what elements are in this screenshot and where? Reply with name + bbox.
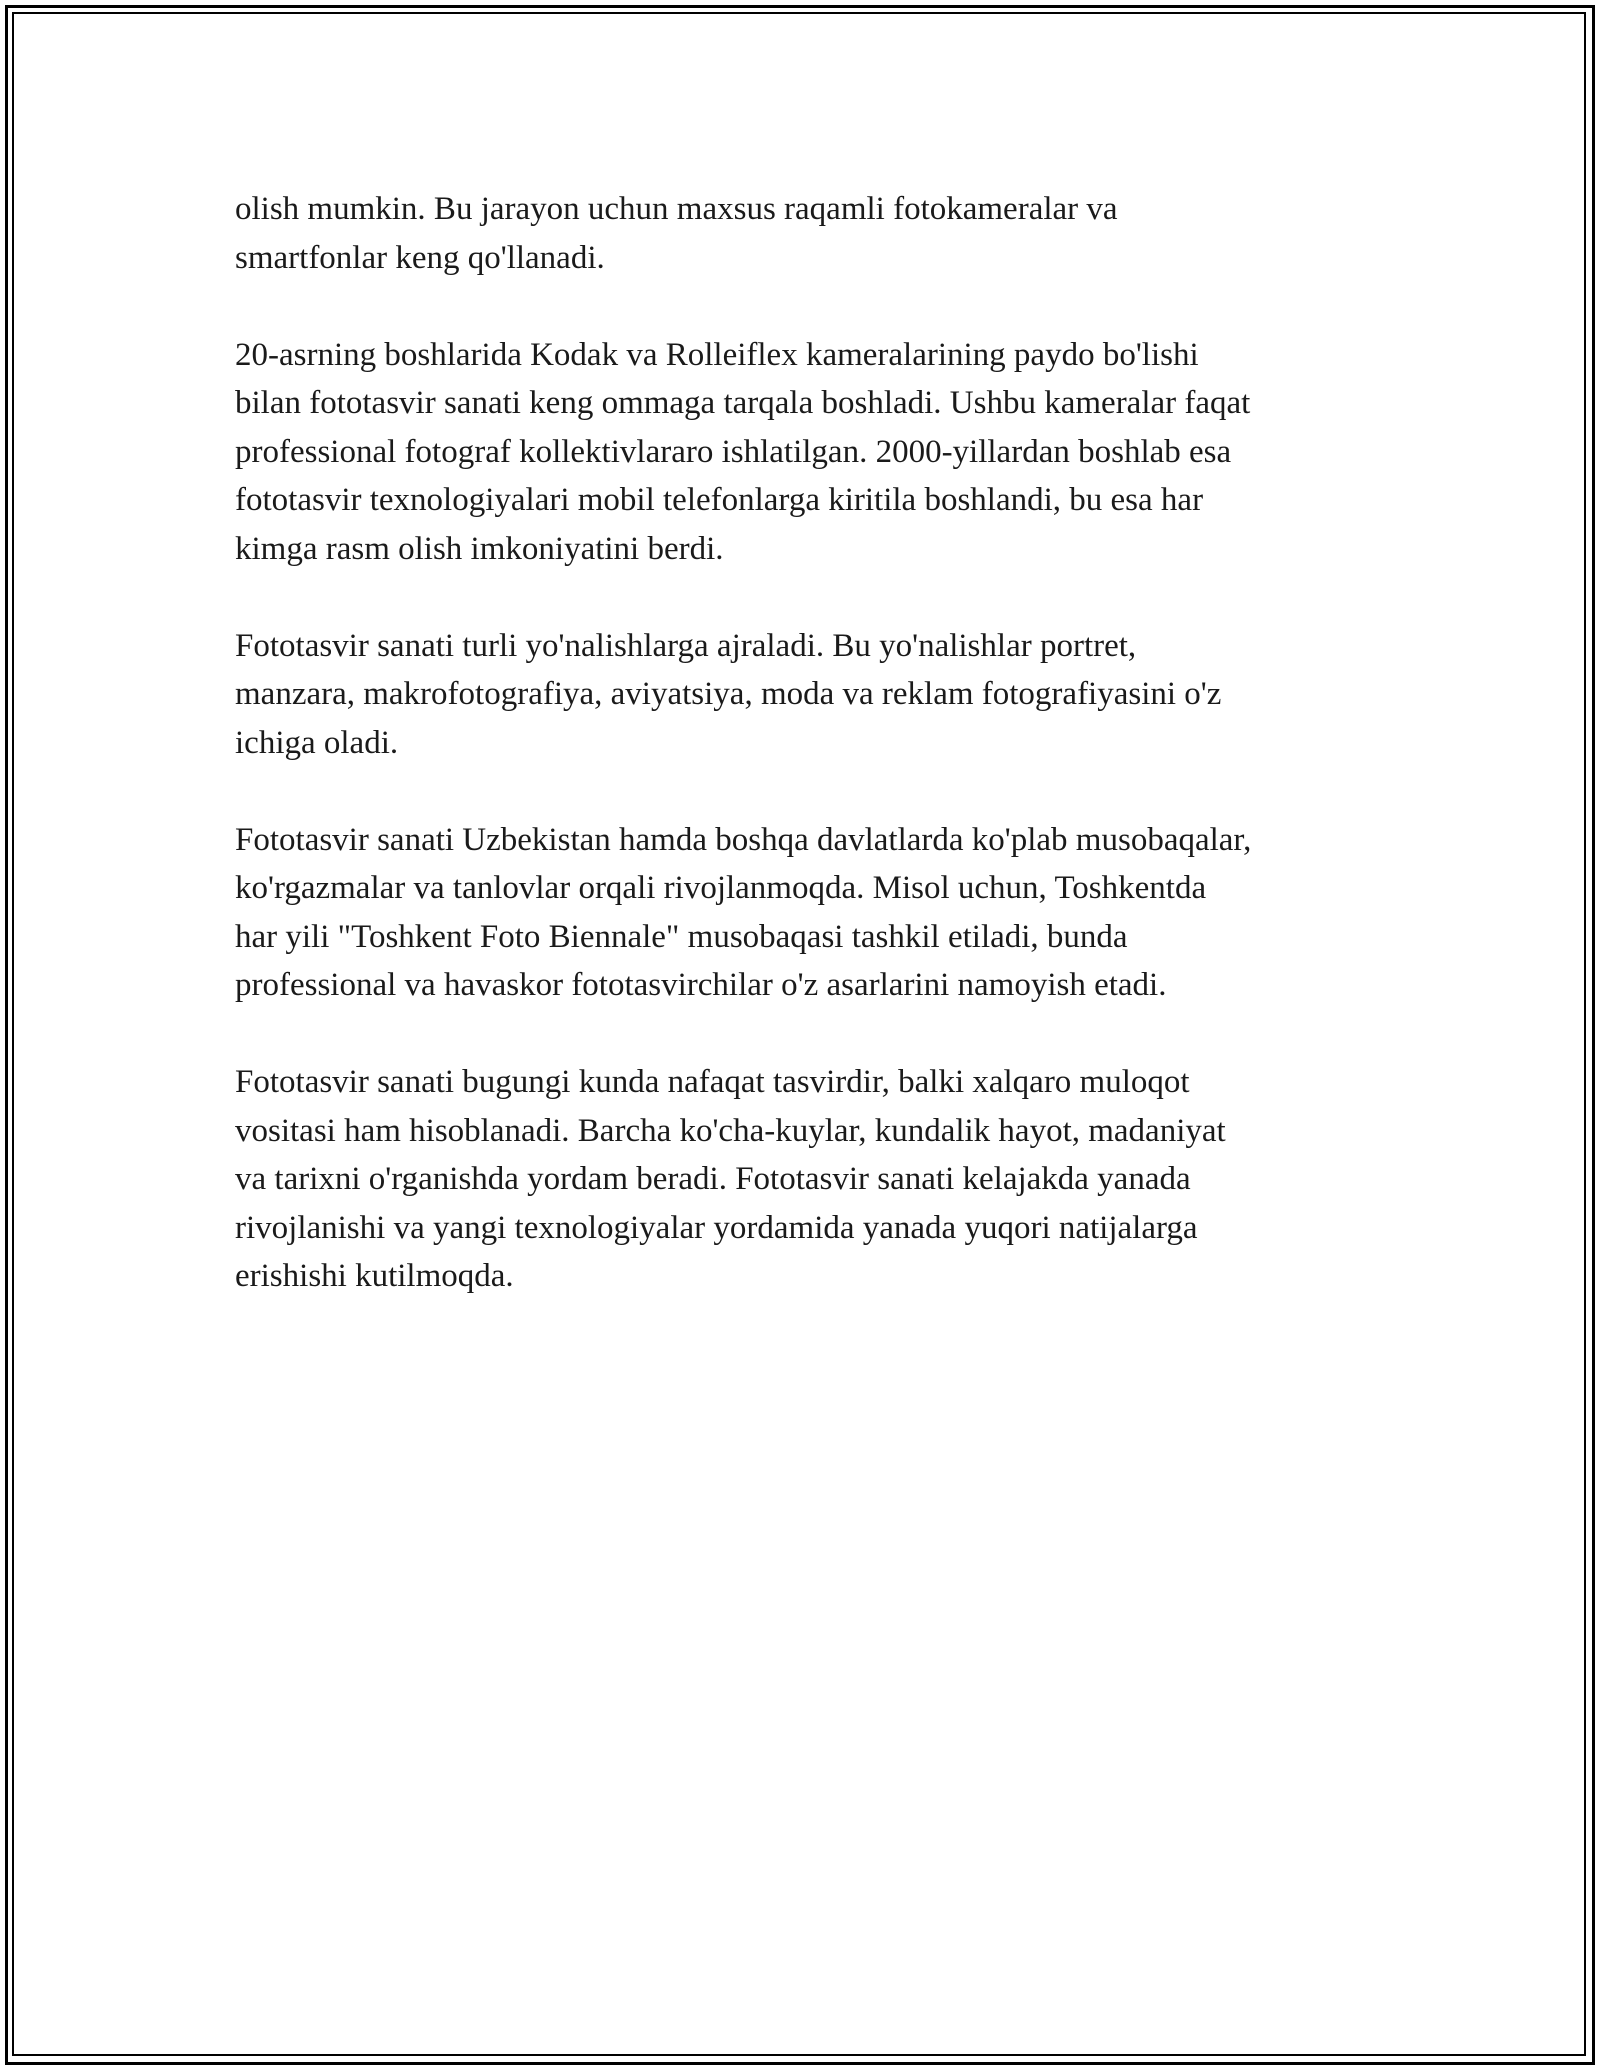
paragraph-line: Fototasvir sanati turli yo'nalishlarga ajraladi. Bu yo'nalishlar portret,	[235, 627, 1137, 664]
paragraph-line: va tarixni o'rganishda yordam beradi. Fototasvir sanati kelajakda yanada	[235, 1161, 1191, 1197]
paragraph-line: ichiga oladi.	[235, 724, 399, 761]
paragraph-2	[235, 331, 1385, 574]
paragraph-line: erishishi kutilmoqda.	[235, 1258, 514, 1294]
paragraph-5	[235, 1058, 1385, 1301]
paragraph-line: olish mumkin. Bu jarayon uchun maxsus raqamli fotokameralar va	[235, 191, 1118, 227]
paragraph-line: Fototasvir sanati bugungi kunda nafaqat tasvirdir, balki xalqaro muloqot	[235, 1064, 1190, 1100]
paragraph-line: professional fotograf kollektivlararo ishlatilgan. 2000-yillardan boshlab esa	[235, 433, 1232, 470]
paragraph-1	[235, 185, 1385, 282]
paragraph-line: smartfonlar keng qo'llanadi.	[235, 239, 605, 276]
paragraph-line: fototasvir texnologiyalari mobil telefonlarga kiritila boshlandi, bu esa har	[235, 482, 1204, 518]
paragraph-line: kimga rasm olish imkoniyatini berdi.	[235, 530, 724, 567]
paragraph-4	[235, 816, 1385, 1010]
paragraph-line: Fototasvir sanati Uzbekistan hamda boshqa davlatlarda ko'plab musobaqalar,	[235, 821, 1252, 858]
paragraph-line: vositasi ham hisoblanadi. Barcha ko'cha-kuylar, kundalik hayot, madaniyat	[235, 1112, 1226, 1149]
paragraph-line: bilan fototasvir sanati keng ommaga tarqala boshladi. Ushbu kameralar faqat	[235, 385, 1251, 421]
paragraph-line: manzara, makrofotografiya, aviyatsiya, moda va reklam fotografiyasini o'z	[235, 676, 1222, 712]
paragraph-3	[235, 622, 1385, 768]
paragraph-line: rivojlanishi va yangi texnologiyalar yordamida yanada yuqori natijalarga	[235, 1209, 1198, 1246]
paragraph-line: har yili "Toshkent Foto Biennale" musobaqasi tashkil etiladi, bunda	[235, 918, 1128, 955]
paragraph-line: ko'rgazmalar va tanlovlar orqali rivojlanmoqda. Misol uchun, Toshkentda	[235, 870, 1207, 906]
paragraph-line: professional va havaskor fototasvirchilar o'z asarlarini namoyish etadi.	[235, 967, 1167, 1003]
paragraph-line: 20-asrning boshlarida Kodak va Rolleiflex kameralarining paydo bo'lishi	[235, 336, 1199, 373]
document-body	[235, 185, 1385, 1349]
